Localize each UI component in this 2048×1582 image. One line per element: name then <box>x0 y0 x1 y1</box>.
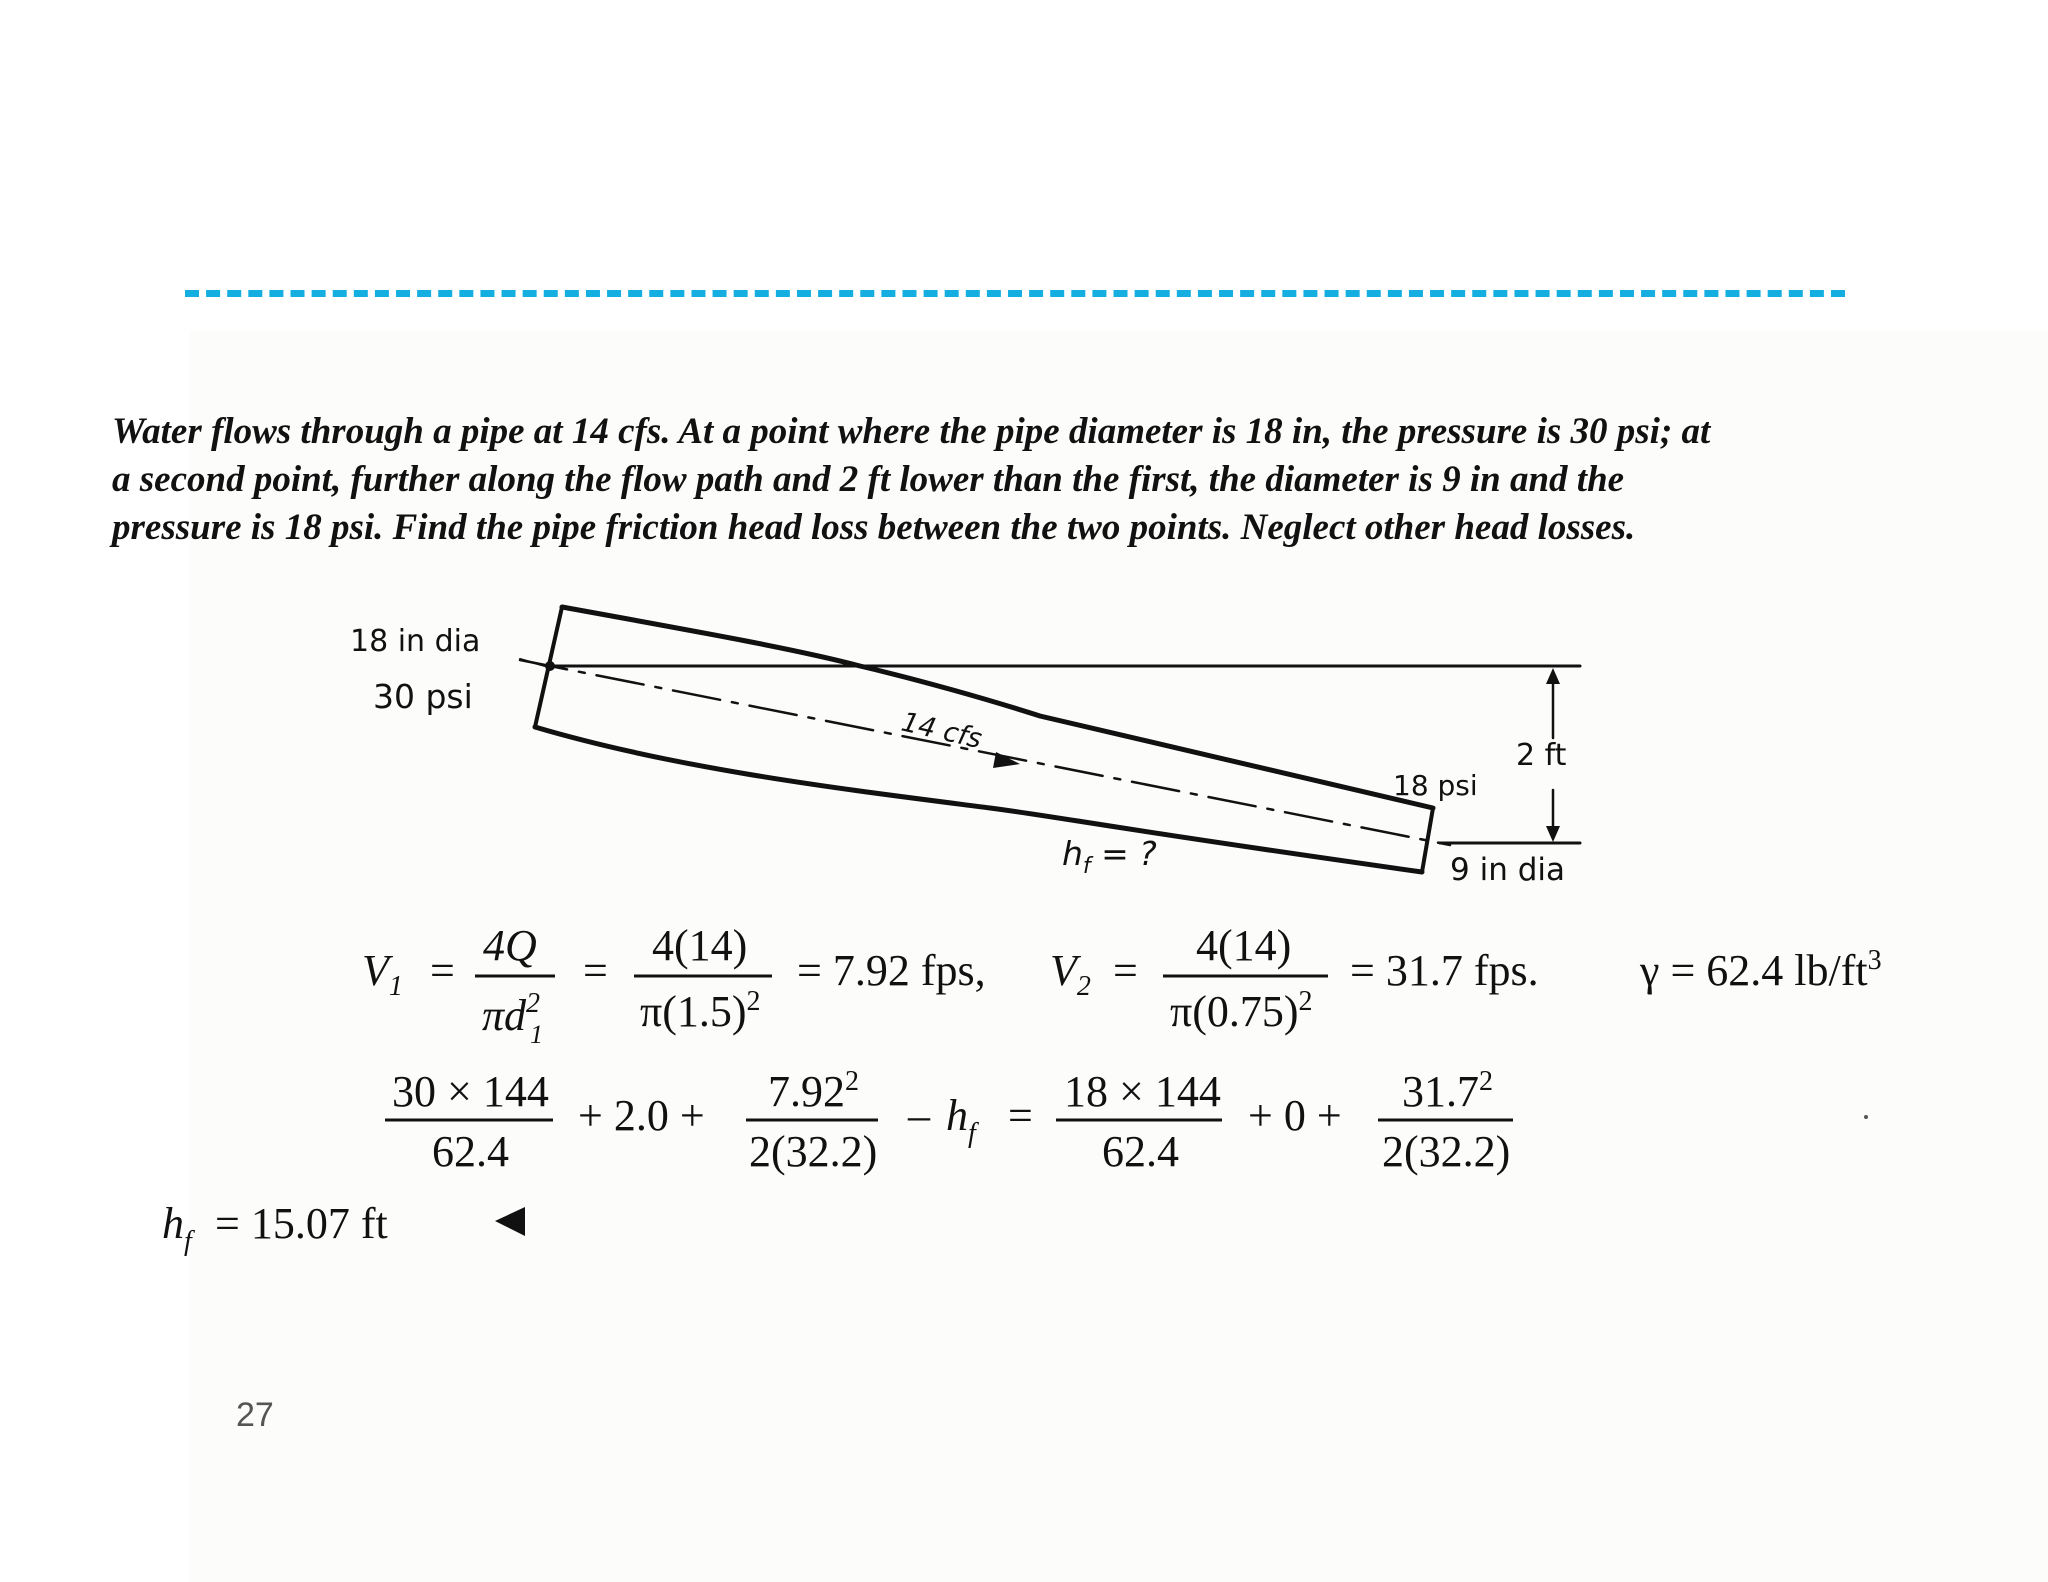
elevation-drop-label: 2 ft <box>1516 738 1567 773</box>
head-loss-label: $h_f$ = ? <box>1062 834 1157 879</box>
fraction-denominator: $\pi d^2$ <box>482 988 541 1040</box>
fraction-numerator: 31.7$^2$ <box>1402 1066 1493 1116</box>
equals-sign: = <box>583 946 608 995</box>
equals-sign: = <box>1008 1091 1033 1140</box>
answer <box>162 1199 388 1257</box>
v1-symbol: $V_1$ <box>362 946 403 1002</box>
answer-pointer-icon <box>495 1207 525 1236</box>
problem-line: pressure is 18 psi. Find the pipe friction head loss between the two points. Neglect other head losses. <box>112 507 1636 548</box>
v1-result: = 7.92 fps, <box>797 946 986 995</box>
inlet-pressure-label: 30 psi <box>373 677 473 716</box>
fraction-denominator: 2(32.2) <box>1382 1127 1511 1176</box>
fraction-denominator: $\pi(0.75)^2$ <box>1170 986 1313 1036</box>
problem-line: Water flows through a pipe at 14 cfs. At a point where the pipe diameter is 18 in, the pressure is 30 psi; at <box>112 411 1711 452</box>
v2-symbol: $V_2$ <box>1050 946 1091 1002</box>
subscript: 1 <box>530 1020 543 1049</box>
fraction-denominator: 2(32.2) <box>749 1127 878 1176</box>
fraction-numerator: 4Q <box>483 921 537 970</box>
elevation-term: + 0 + <box>1248 1091 1342 1140</box>
page-number: 27 <box>236 1396 274 1434</box>
fraction-numerator: 4(14) <box>1196 921 1292 970</box>
specific-weight: γ = 62.4 $lb/ft^3$ <box>1640 945 1882 995</box>
outlet-pressure-label: 18 psi <box>1393 769 1478 802</box>
energy-equation <box>385 1066 1513 1176</box>
fraction-numerator: 4(14) <box>652 921 748 970</box>
inlet-diameter-label: 18 in dia <box>350 624 481 659</box>
head-loss-symbol: $h_f$ <box>162 1199 192 1257</box>
fraction-denominator: $\pi(1.5)^2$ <box>640 986 761 1036</box>
fraction-denominator: 62.4 <box>1102 1127 1179 1176</box>
elevation-term: + 2.0 + <box>578 1091 705 1140</box>
problem-line: a second point, further along the flow path and 2 ft lower than the first, the diameter is 9 in and the <box>112 459 1625 500</box>
head-loss-symbol: $h_f$ <box>946 1091 976 1149</box>
answer-value: = 15.07 ft <box>215 1199 388 1248</box>
fraction-numerator: 18 × 144 <box>1064 1067 1221 1116</box>
flow-rate-label: 14 cfs <box>898 706 985 756</box>
fraction-numerator: 30 × 144 <box>392 1067 549 1116</box>
equals-sign: = <box>1113 946 1138 995</box>
v2-result: = 31.7 fps. <box>1350 946 1539 995</box>
minus-sign: – <box>908 1091 930 1140</box>
fraction-numerator: 7.92$^2$ <box>768 1066 859 1116</box>
fraction-denominator: 62.4 <box>432 1127 509 1176</box>
equals-sign: = <box>430 946 455 995</box>
outlet-diameter-label: 9 in dia <box>1450 852 1565 888</box>
velocity-equations <box>362 921 1882 1049</box>
